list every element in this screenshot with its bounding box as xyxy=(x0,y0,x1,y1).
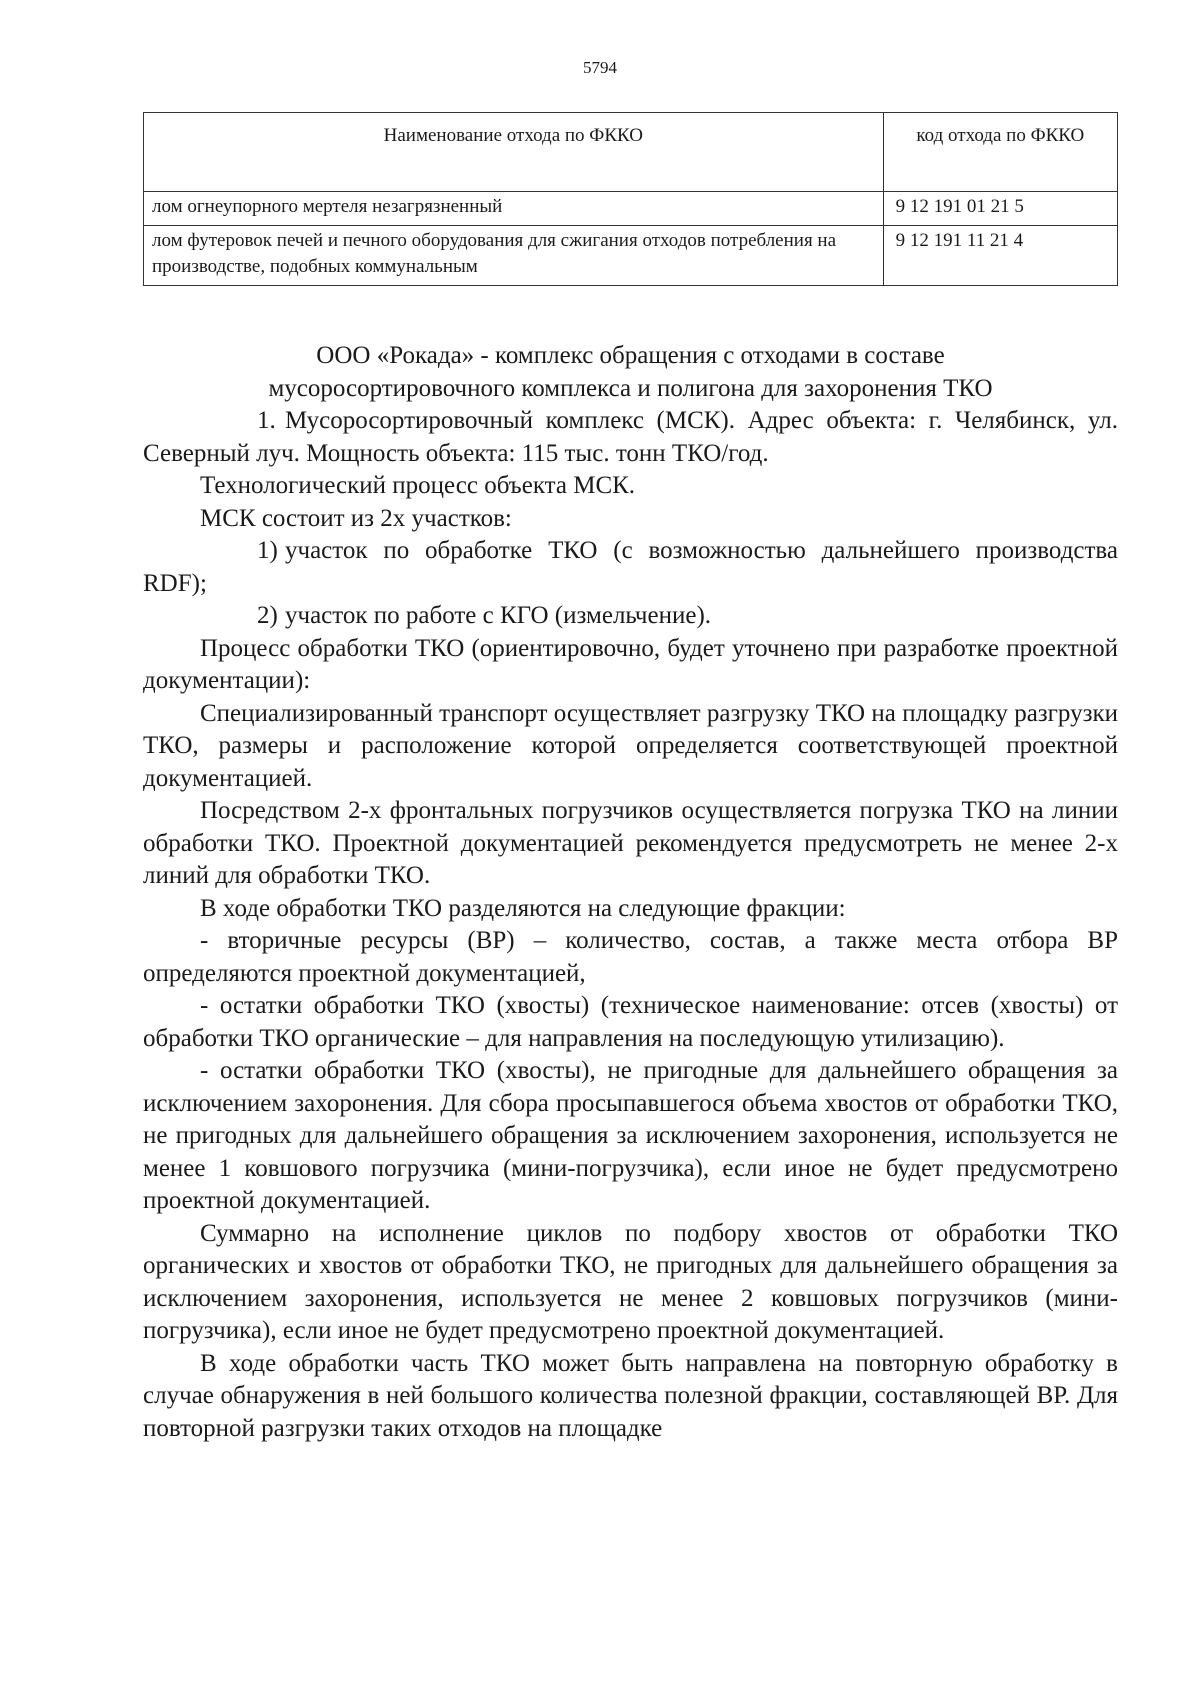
list-item-2 xyxy=(143,600,1118,633)
waste-name-cell: лом футеровок печей и печного оборудования для сжигания отходов потребления на производстве, подобных коммунальным xyxy=(144,225,884,285)
secondary-resources-paragraph: - вторичные ресурсы (ВР) – количество, состав, а также места отбора ВР определяются проектной документацией, xyxy=(143,927,1118,987)
unfit-tails-paragraph: - остатки обработки ТКО (хвосты), не пригодные для дальнейшего обращения за исключением захоронения. Для сбора просыпавшегося объема хвостов от обработки ТКО, не пригодных для дальнейшего обращения за исключением захоронения, используется не менее 1 ковшового погрузчика (мини-погрузчика), если иное не будет предусмотрено проектной документацией. xyxy=(143,1057,1118,1214)
repeat-processing-paragraph: В ходе обработки часть ТКО может быть направлена на повторную обработку в случае обнаружения в ней большого количества полезной фракции, составляющей ВР. Для повторной разгрузки таких отходов на площадке xyxy=(143,1349,1118,1442)
list-item-2-number: 2) xyxy=(257,602,278,629)
fkko-table xyxy=(143,112,1118,286)
list-item-1 xyxy=(143,535,1118,600)
tech-process-paragraph: Технологический процесс объекта МСК. xyxy=(200,472,636,499)
total-paragraph: Суммарно на исполнение циклов по подбору хвостов от обработки ТКО органических и хвостов от обработки ТКО, не пригодных для дальнейшего обращения за исключением захоронения, используется не менее 2 ковшовых погрузчиков (мини-погрузчика), если иное не будет предусмотрено проектной документацией. xyxy=(143,1219,1118,1344)
organic-tails-paragraph: - остатки обработки ТКО (хвосты) (техническое наименование: отсев (хвосты) от обработки ТКО органические – для направления на последующую утилизацию). xyxy=(143,992,1118,1052)
waste-name-cell: лом огнеупорного мертеля незагрязненный xyxy=(144,192,884,226)
item-1-text: Мусоросортировочный комплекс (МСК). Адрес объекта: г. Челябинск, ул. Северный луч. Мощность объекта: 115 тыс. тонн ТКО/год. xyxy=(143,407,1118,467)
item-1-number: 1. xyxy=(257,407,276,434)
document-body xyxy=(143,340,1118,1445)
table-header-row xyxy=(144,113,1118,192)
fractions-paragraph: В ходе обработки ТКО разделяются на следующие фракции: xyxy=(200,894,846,922)
header-waste-code: код отхода по ФККО xyxy=(883,113,1117,192)
item-1-paragraph xyxy=(143,405,1118,470)
table-row xyxy=(144,225,1118,285)
header-waste-name: Наименование отхода по ФККО xyxy=(144,113,884,192)
section-heading-line-1: ООО «Рокада» - комплекс обращения с отходами в составе xyxy=(316,342,945,369)
consists-paragraph: МСК состоит из 2х участков: xyxy=(200,504,512,532)
process-paragraph: Процесс обработки ТКО (ориентировочно, будет уточнено при разработке проектной документации): xyxy=(143,634,1118,694)
waste-code-cell: 9 12 191 11 21 4 xyxy=(883,225,1117,285)
waste-code-cell: 9 12 191 01 21 5 xyxy=(883,192,1117,226)
list-item-2-text: участок по работе с КГО (измельчение). xyxy=(285,602,712,629)
list-item-1-text: участок по обработке ТКО (с возможностью дальнейшего производства RDF); xyxy=(143,537,1118,597)
table-row xyxy=(144,192,1118,226)
transport-paragraph: Специализированный транспорт осуществляет разгрузку ТКО на площадку разгрузки ТКО, размеры и расположение которой определяется соответствующей проектной документацией. xyxy=(143,699,1118,792)
section-heading-line-2: мусоросортировочного комплекса и полигона для захоронения ТКО xyxy=(268,374,993,402)
list-item-1-number: 1) xyxy=(257,537,278,564)
loaders-paragraph: Посредством 2-х фронтальных погрузчиков осуществляется погрузка ТКО на линии обработки ТКО. Проектной документацией рекомендуется предусмотреть не менее 2-х линий для обработки ТКО. xyxy=(143,797,1118,889)
page-number: 5794 xyxy=(583,58,617,77)
